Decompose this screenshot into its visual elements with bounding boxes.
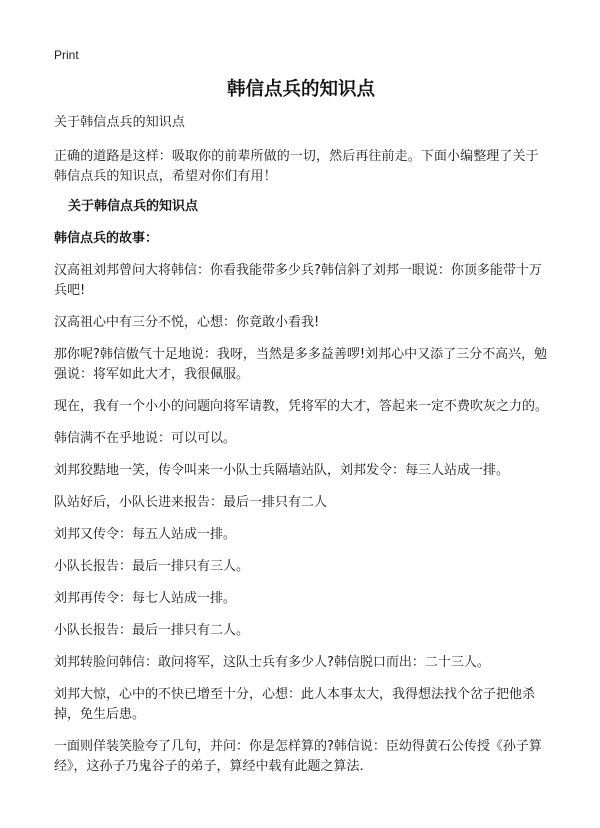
page-title: 韩信点兵的知识点	[226, 79, 375, 100]
story-paragraph: 一面则佯装笑脸夸了几句，并问：你是怎样算的?韩信说：臣幼得黄石公传授《孙子算经》，这孙子乃鬼谷子的弟子，算经中载有此题之算法.	[54, 739, 542, 774]
story-paragraph: 刘邦大惊，心中的不快已增至十分，心想：此人本事太大，我得想法找个岔子把他杀掉，免生后患。	[54, 687, 536, 722]
story-paragraph: 那你呢?韩信傲气十足地说：我呀，当然是多多益善啰!刘邦心中又添了三分不高兴，勉强说：将军如此大才，我很佩服。	[54, 347, 548, 382]
story-paragraph: 刘邦狡黠地一笑，传令叫来一小队士兵隔墙站队，刘邦发令：每三人站成一排。	[54, 463, 510, 478]
story-paragraph: 韩信满不在乎地说：可以可以。	[54, 431, 237, 446]
story-paragraph: 汉高祖心中有三分不悦，心想：你竟敢小看我!	[54, 315, 320, 330]
story-paragraph: 小队长报告：最后一排只有二人。	[54, 623, 250, 638]
story-paragraph: 小队长报告：最后一排只有三人。	[54, 559, 250, 574]
story-paragraph: 队站好后，小队长进来报告：最后一排只有二人	[54, 495, 328, 510]
story-body	[54, 261, 548, 777]
story-paragraph: 现在，我有一个小小的问题向将军请教，凭将军的大才，答起来一定不费吹灰之力的。	[54, 399, 549, 414]
story-paragraph: 刘邦转脸问韩信：敢问将军，这队士兵有多少人?韩信脱口而出：二十三人。	[54, 655, 490, 670]
print-link[interactable]: Print	[54, 48, 79, 62]
article-subtitle: 关于韩信点兵的知识点	[54, 115, 186, 130]
intro-paragraph: 正确的道路是这样：吸取你的前辈所做的一切，然后再往前走。下面小编整理了关于韩信点兵的知识点，希望对你们有用！	[54, 149, 539, 184]
section-heading: 关于韩信点兵的知识点	[68, 199, 199, 214]
story-paragraph: 汉高祖刘邦曾问大将韩信：你看我能带多少兵?韩信斜了刘邦一眼说：你顶多能带十万兵吧!	[54, 263, 542, 298]
story-paragraph: 刘邦又传令：每五人站成一排。	[54, 527, 237, 542]
story-paragraph: 刘邦再传令：每七人站成一排。	[54, 591, 237, 606]
story-heading: 韩信点兵的故事：	[54, 231, 159, 246]
